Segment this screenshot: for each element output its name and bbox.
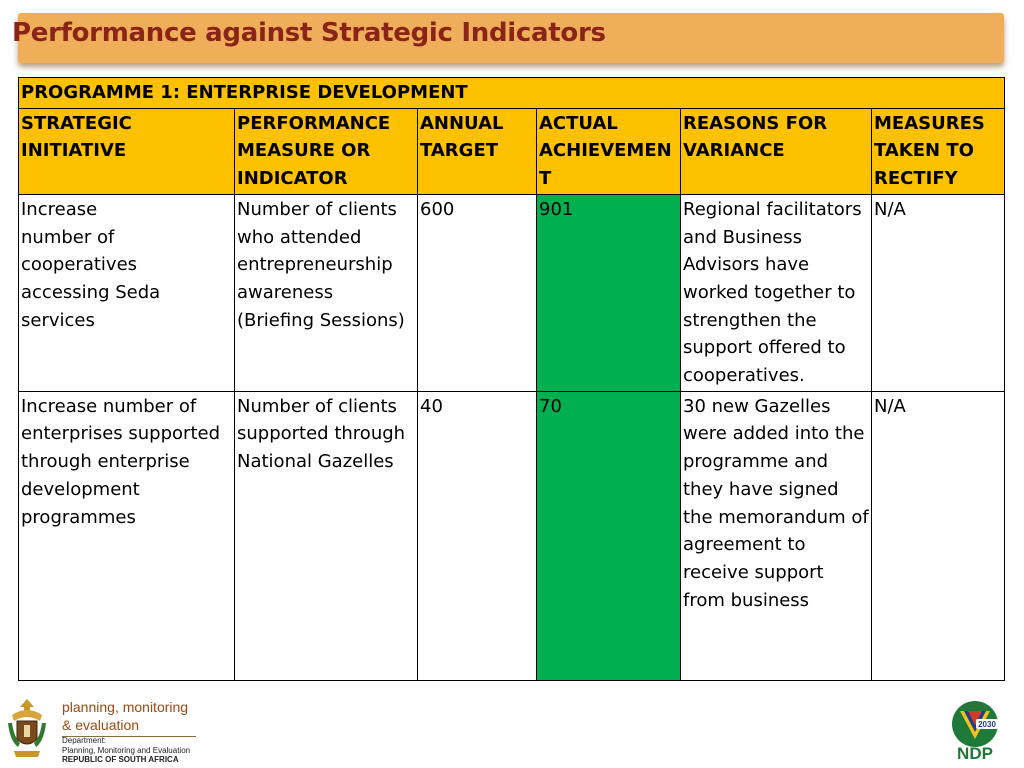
header-performance-measure: PERFORMANCE MEASURE OR INDICATOR bbox=[235, 108, 418, 194]
programme-row bbox=[19, 78, 1005, 109]
header-row bbox=[19, 108, 1005, 194]
cell-indicator: Number of clients supported through National Gazelles bbox=[235, 391, 418, 680]
performance-table bbox=[18, 77, 1005, 681]
coat-of-arms-icon bbox=[4, 697, 50, 761]
cell-target: 600 bbox=[418, 194, 537, 391]
header-annual-target: ANNUAL TARGET bbox=[418, 108, 537, 194]
dept-name-line1: planning, monitoring bbox=[62, 699, 189, 715]
table-row bbox=[19, 391, 1005, 680]
dept-label: Department: bbox=[62, 736, 107, 745]
page-title: Performance against Strategic Indicators bbox=[12, 18, 606, 48]
cell-reason: Regional facilitators and Business Advisors have worked together to strengthen the support offered to cooperatives. bbox=[681, 194, 872, 391]
ndp-wordmark: NDP bbox=[957, 744, 993, 761]
ndp-2030-logo bbox=[946, 697, 1004, 761]
country-name: REPUBLIC OF SOUTH AFRICA bbox=[62, 755, 179, 764]
cell-actual: 70 bbox=[537, 391, 681, 680]
cell-indicator: Number of clients who attended entrepreneurship awareness (Briefing Sessions) bbox=[235, 194, 418, 391]
dpme-logo bbox=[0, 690, 230, 768]
header-measures-taken: MEASURES TAKEN TO RECTIFY bbox=[872, 108, 1005, 194]
dept-full-name: Planning, Monitoring and Evaluation bbox=[62, 746, 191, 755]
dept-name-line2: & evaluation bbox=[62, 717, 140, 733]
table-row bbox=[19, 194, 1005, 391]
cell-target: 40 bbox=[418, 391, 537, 680]
cell-reason: 30 new Gazelles were added into the programme and they have signed the memorandum of agreement to receive support from business bbox=[681, 391, 872, 680]
cell-measures: N/A bbox=[872, 194, 1005, 391]
programme-title: PROGRAMME 1: ENTERPRISE DEVELOPMENT bbox=[19, 78, 1005, 109]
header-reasons-for-variance: REASONS FOR VARIANCE bbox=[681, 108, 872, 194]
cell-measures: N/A bbox=[872, 391, 1005, 680]
header-strategic-initiative: STRATEGIC INITIATIVE bbox=[19, 108, 235, 194]
ndp-year: 2030 bbox=[978, 720, 996, 729]
header-actual-achievement: ACTUAL ACHIEVEMENT bbox=[537, 108, 681, 194]
cell-actual: 901 bbox=[537, 194, 681, 391]
cell-initiative: Increase number of cooperatives accessing Seda services bbox=[19, 194, 235, 391]
cell-initiative: Increase number of enterprises supported through enterprise development programmes bbox=[19, 391, 235, 680]
